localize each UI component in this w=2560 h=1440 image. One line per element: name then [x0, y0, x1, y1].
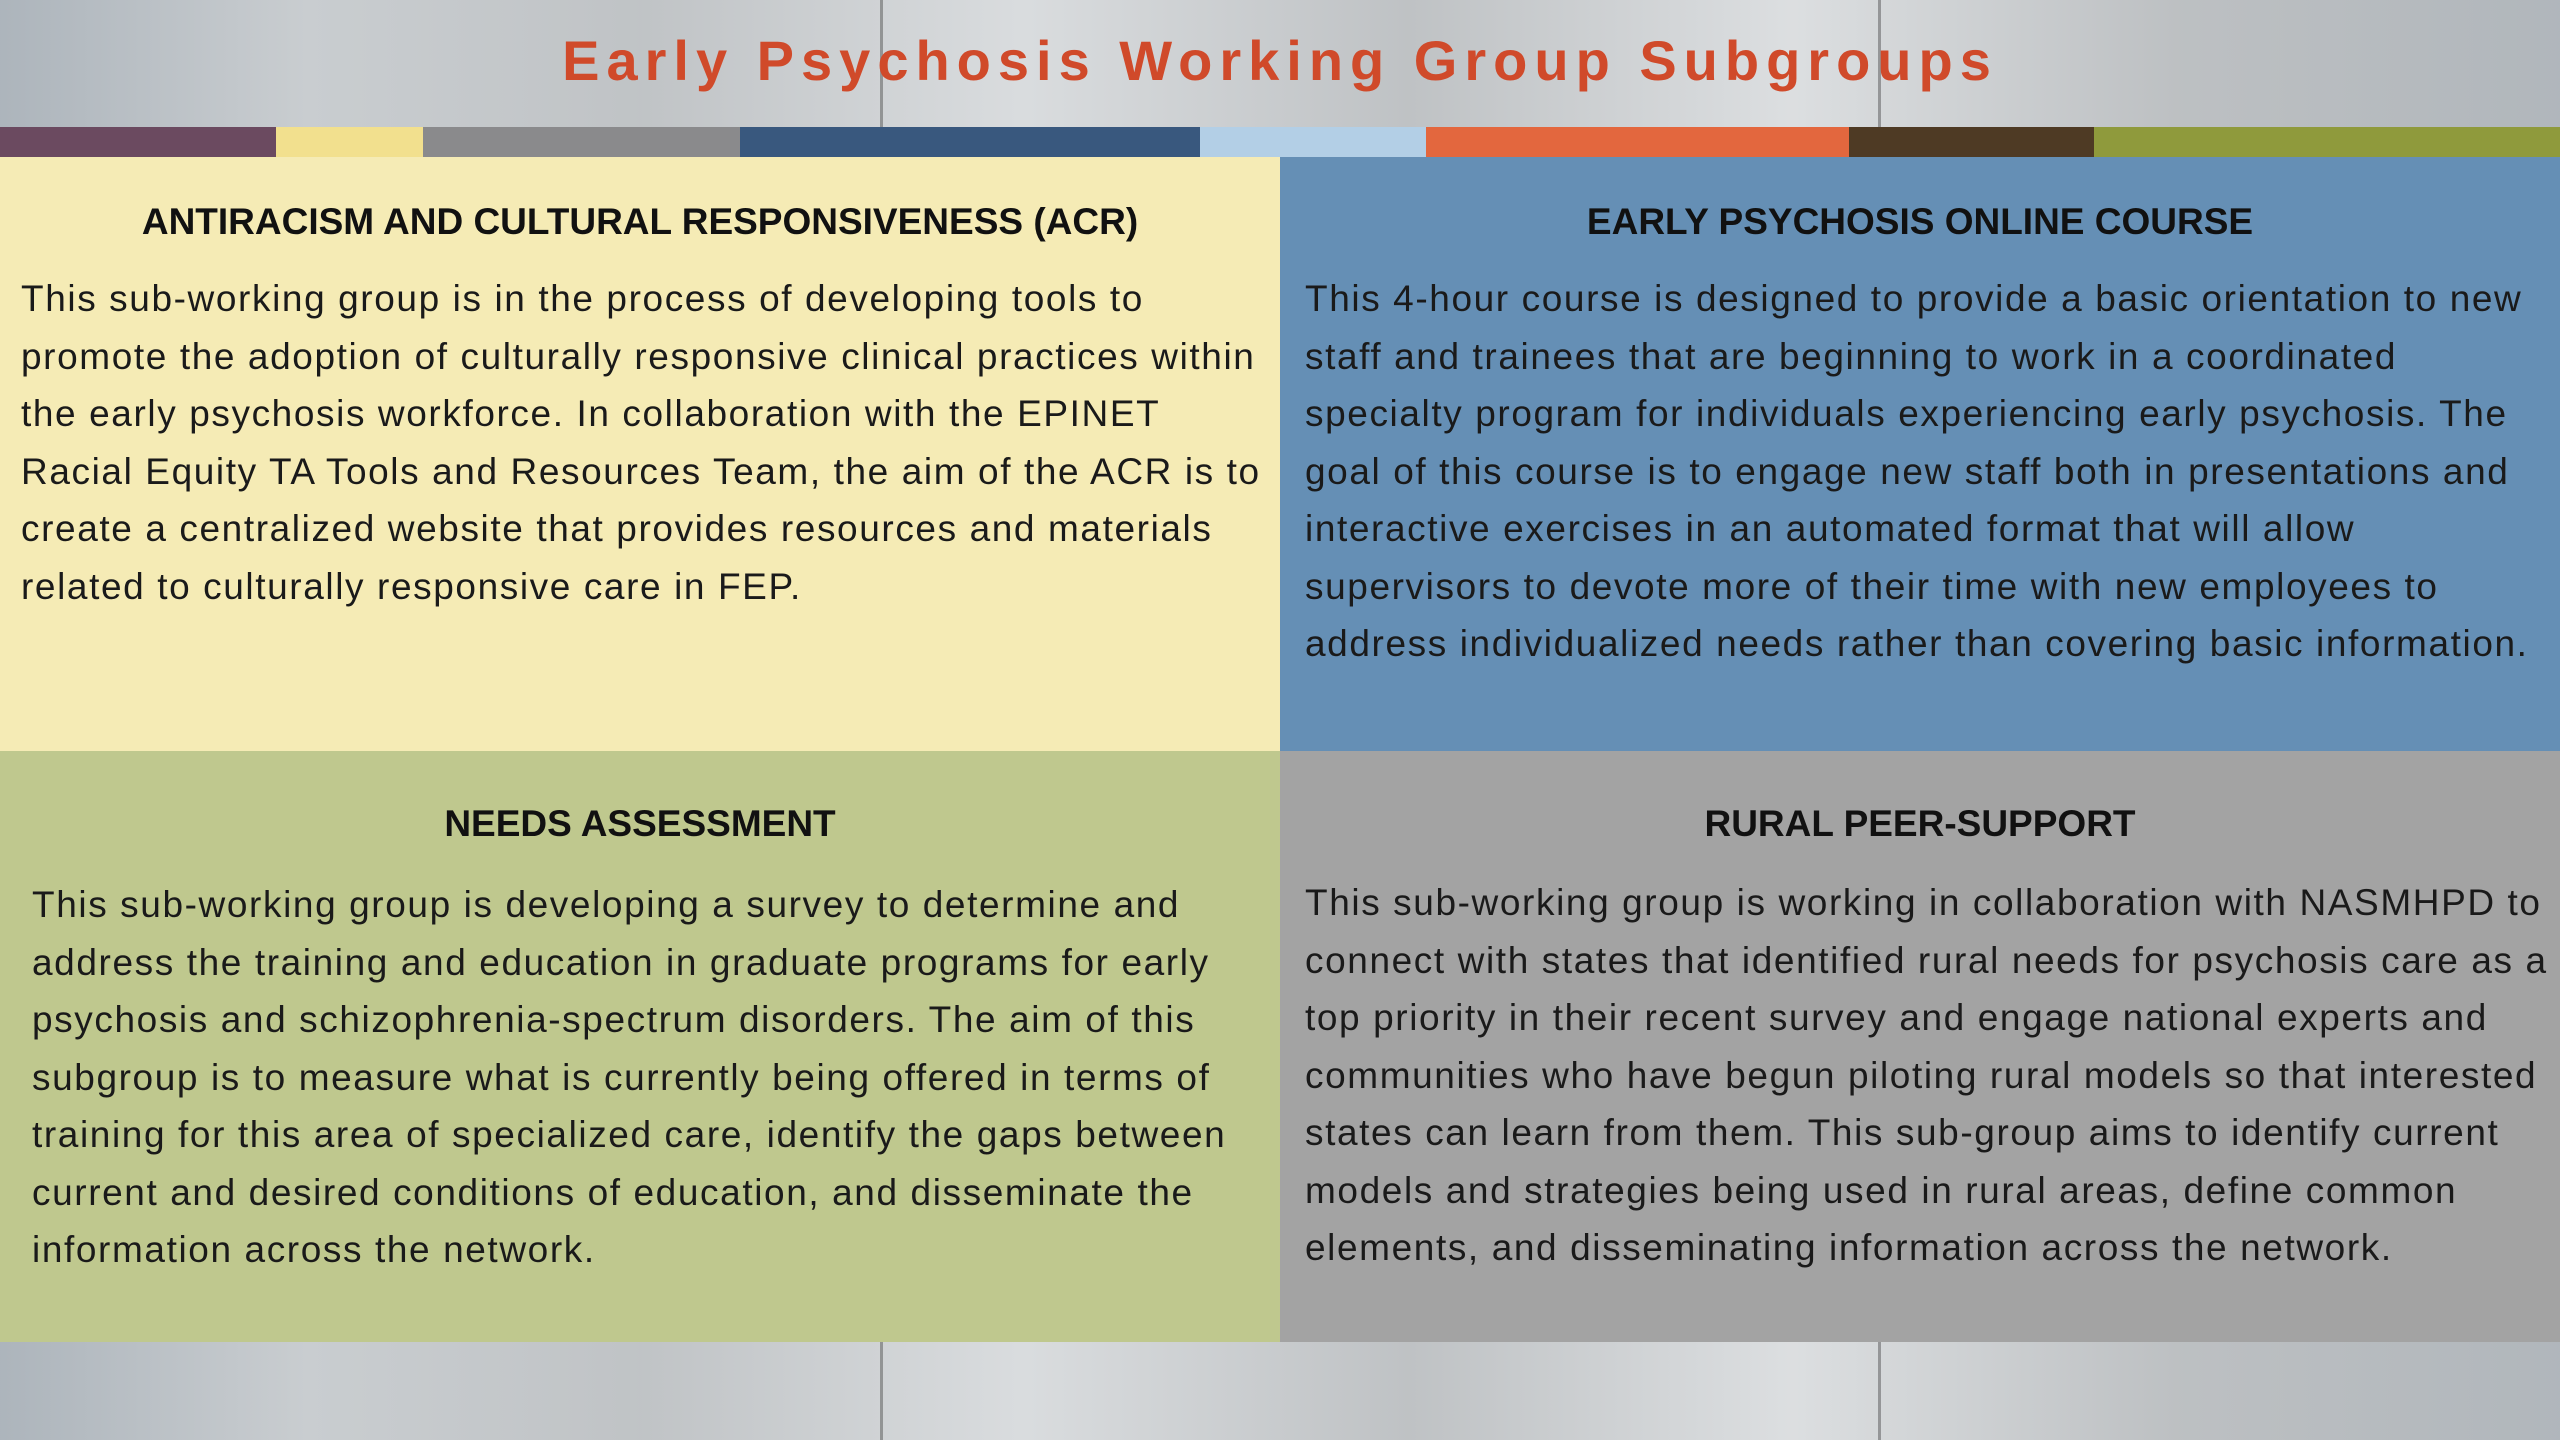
panel-body: This sub-working group is developing a survey to determine and address the training and education in graduate programs for early psychosis and schizophrenia-spectrum disorders. The aim of this subgroup is to measure what is currently being offered in terms of training for this area of specialized care, identify the gaps between current and desired conditions of education, and disseminate the information across the network.: [32, 884, 1227, 1270]
panel-body: This sub-working group is in the process of developing tools to promote the adoption of culturally responsive clinical practices within the early psychosis workforce. In collaboration with the EPINET Racial Equity TA Tools and Resources Team, the aim of the ACR is to create a centralized website that provides resources and materials related to culturally responsive care in FEP.: [21, 278, 1261, 607]
panel-body: This sub-working group is working in collaboration with NASMHPD to connect with states that identified rural needs for psychosis care as a top priority in their recent survey and engage national experts and communities who have begun piloting rural models so that interested states can learn from them. This sub-group aims to identify current models and strategies being used in rural areas, define common elements, and disseminating information across the network.: [1305, 882, 2548, 1268]
panel-rural-peer-support: [1280, 751, 2560, 1342]
color-segment: [0, 127, 276, 157]
color-segment: [1200, 127, 1426, 157]
page-title: Early Psychosis Working Group Subgroups: [562, 29, 1998, 92]
panel-heading: NEEDS ASSESSMENT: [444, 803, 836, 844]
panel-body: This 4-hour course is designed to provide a basic orientation to new staff and trainees that are beginning to work in a coordinated specialty program for individuals experiencing early psychosis. The goal of this course is to engage new staff both in presentations and interactive exercises in an automated format that will allow supervisors to devote more of their time with new employees to address individualized needs rather than covering basic information.: [1305, 278, 2529, 664]
color-segment: [423, 127, 740, 157]
panel-heading: EARLY PSYCHOSIS ONLINE COURSE: [1586, 201, 2254, 242]
panel-online-course: [1280, 157, 2560, 751]
color-segment: [1849, 127, 2094, 157]
panel-heading: ANTIRACISM AND CULTURAL RESPONSIVENESS (ACR): [141, 201, 1139, 242]
color-segment: [276, 127, 423, 157]
color-segment: [740, 127, 1200, 157]
panel-acr: [0, 157, 1280, 751]
color-segment: [1426, 127, 1849, 157]
color-segment: [2094, 127, 2560, 157]
panel-needs-assessment: [0, 751, 1280, 1342]
panel-heading: RURAL PEER-SUPPORT: [1704, 803, 2136, 844]
